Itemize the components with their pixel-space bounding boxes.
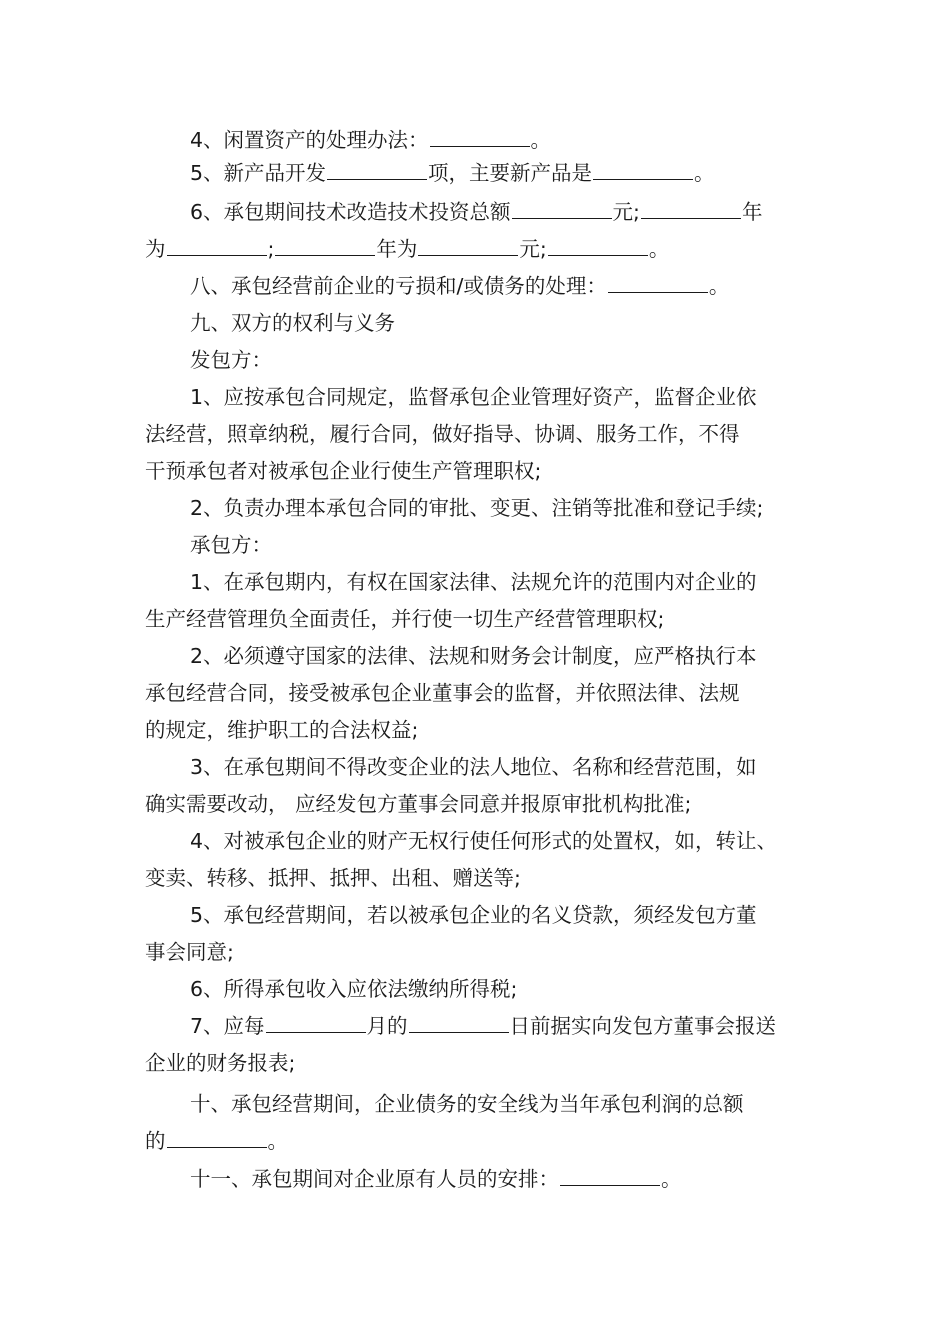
line-new-products: 5、新产品开发 项，主要新产品是 。 [190, 161, 715, 185]
paragraph-line: 3、在承包期间不得改变企业的法人地位、名称和经营范围，如 [190, 755, 757, 779]
section-nine-heading: 九、双方的权利与义务 [190, 311, 395, 335]
line-tech-investment-cont: 为 ; 年为 元; 。 [145, 237, 670, 261]
paragraph-line: 变卖、转移、抵押、抵押、出租、赠送等; [145, 866, 521, 890]
paragraph-line: 生产经营管理负全面责任，并行使一切生产经营管理职权; [145, 607, 665, 631]
paragraph-line: 承包经营合同，接受被承包企业董事会的监督，并依照法律、法规 [145, 681, 740, 705]
blank-field [560, 1167, 660, 1186]
section-eleven: 十一、承包期间对企业原有人员的安排： 。 [190, 1167, 682, 1191]
line-financial-report: 7、应每 月的 日前据实向发包方董事会报送 [190, 1014, 777, 1038]
paragraph-line: 事会同意; [145, 940, 234, 964]
section-eight: 八、承包经营前企业的亏损和/或债务的处理： 。 [190, 274, 730, 298]
blank-field [418, 237, 518, 256]
paragraph-line: 6、所得承包收入应依法缴纳所得税; [190, 977, 518, 1001]
blank-field [608, 274, 708, 293]
paragraph-line: 2、负责办理本承包合同的审批、变更、注销等批准和登记手续; [190, 496, 764, 520]
party-b-heading: 承包方： [190, 533, 272, 557]
blank-field [548, 237, 648, 256]
paragraph-line: 确实需要改动， 应经发包方董事会同意并报原审批机构批准; [145, 792, 692, 816]
paragraph-line: 2、必须遵守国家的法律、法规和财务会计制度，应严格执行本 [190, 644, 757, 668]
line-tech-investment: 6、承包期间技术改造技术投资总额 元; 年 [190, 200, 763, 224]
blank-field [327, 161, 427, 180]
blank-field [167, 1129, 267, 1148]
blank-field [641, 200, 741, 219]
paragraph-line: 4、对被承包企业的财产无权行使任何形式的处置权，如，转让、 [190, 829, 778, 853]
paragraph-line: 法经营，照章纳税，履行合同，做好指导、协调、服务工作，不得 [145, 422, 740, 446]
section-ten: 十、承包经营期间，企业债务的安全线为当年承包利润的总额 [190, 1092, 744, 1116]
paragraph-line: 5、承包经营期间，若以被承包企业的名义贷款，须经发包方董 [190, 903, 757, 927]
section-ten-cont: 的 。 [145, 1129, 288, 1153]
party-a-heading: 发包方： [190, 348, 272, 372]
blank-field [512, 200, 612, 219]
paragraph-line: 干预承包者对被承包企业行使生产管理职权; [145, 459, 542, 483]
paragraph-line: 1、在承包期内，有权在国家法律、法规允许的范围内对企业的 [190, 570, 757, 594]
line-idle-assets: 4、闲置资产的处理办法： 。 [190, 128, 552, 152]
blank-field [430, 128, 530, 147]
blank-field [593, 161, 693, 180]
blank-field [266, 1014, 366, 1033]
blank-field [275, 237, 375, 256]
paragraph-line: 企业的财务报表; [145, 1051, 296, 1075]
paragraph-line: 1、应按承包合同规定，监督承包企业管理好资产，监督企业依 [190, 385, 757, 409]
blank-field [409, 1014, 509, 1033]
blank-field [167, 237, 267, 256]
paragraph-line: 的规定，维护职工的合法权益; [145, 718, 419, 742]
